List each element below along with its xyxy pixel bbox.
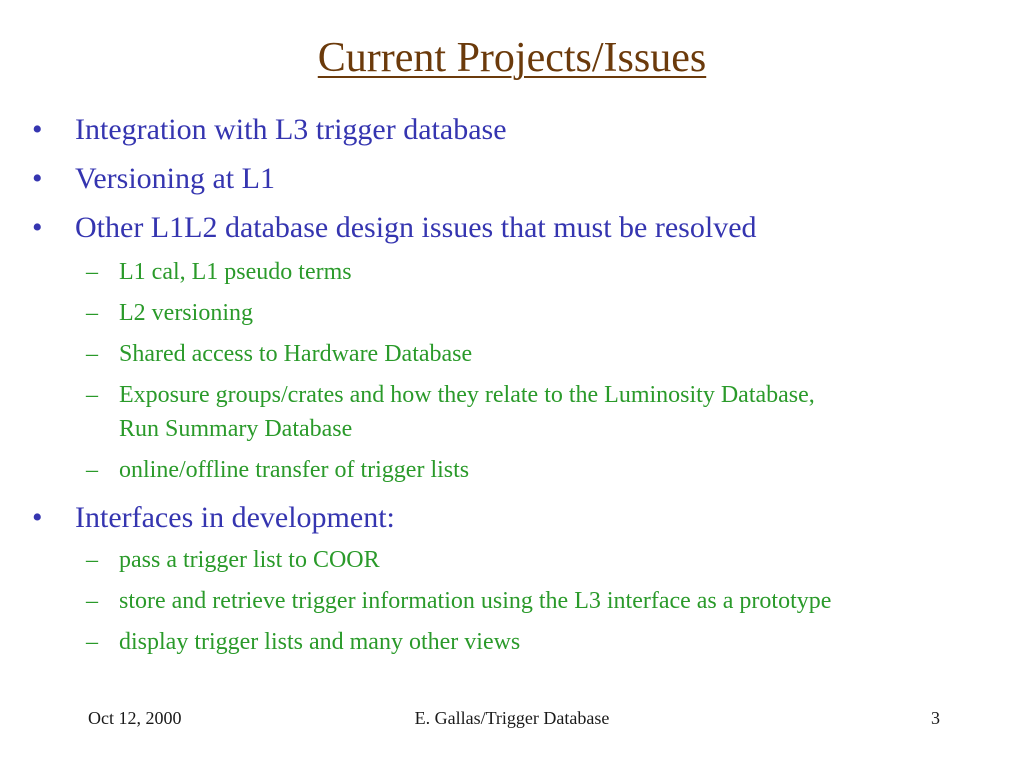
sub-bullet-text: pass a trigger list to COOR bbox=[119, 547, 380, 573]
bullet-marker: • bbox=[32, 501, 43, 534]
footer-page-number: 3 bbox=[931, 708, 940, 728]
bullet-text: Interfaces in development: bbox=[75, 501, 395, 534]
sub-bullet-text: store and retrieve trigger information using the L3 interface as a prototype bbox=[119, 588, 832, 614]
sub-bullet-text: display trigger lists and many other views bbox=[119, 629, 521, 655]
sub-bullet-text: Run Summary Database bbox=[119, 416, 353, 442]
bullet-text: Versioning at L1 bbox=[75, 162, 275, 195]
sub-bullet-marker: – bbox=[86, 259, 98, 285]
sub-bullet-marker: – bbox=[86, 300, 98, 326]
sub-bullet-marker: – bbox=[86, 341, 98, 367]
sub-bullet-text: online/offline transfer of trigger lists bbox=[119, 457, 470, 483]
slide-title: Current Projects/Issues bbox=[317, 35, 707, 81]
bullet-marker: • bbox=[32, 113, 43, 146]
sub-bullet-marker: – bbox=[86, 629, 98, 655]
sub-bullet-marker: – bbox=[86, 588, 98, 614]
sub-bullet-text: L2 versioning bbox=[119, 300, 253, 326]
sub-bullet-text: Exposure groups/crates and how they relate to the Luminosity Database, bbox=[119, 382, 815, 408]
footer-date: Oct 12, 2000 bbox=[88, 708, 182, 728]
sub-bullet-marker: – bbox=[86, 547, 98, 573]
bullet-text: Integration with L3 trigger database bbox=[75, 113, 507, 146]
footer-author: E. Gallas/Trigger Database bbox=[414, 708, 610, 728]
bullet-marker: • bbox=[32, 162, 43, 195]
bullet-marker: • bbox=[32, 211, 43, 244]
sub-bullet-marker: – bbox=[86, 382, 98, 408]
sub-bullet-text: Shared access to Hardware Database bbox=[119, 341, 473, 367]
sub-bullet-marker: – bbox=[86, 457, 98, 483]
sub-bullet-text: L1 cal, L1 pseudo terms bbox=[119, 259, 352, 285]
bullet-text: Other L1L2 database design issues that must be resolved bbox=[75, 211, 757, 244]
